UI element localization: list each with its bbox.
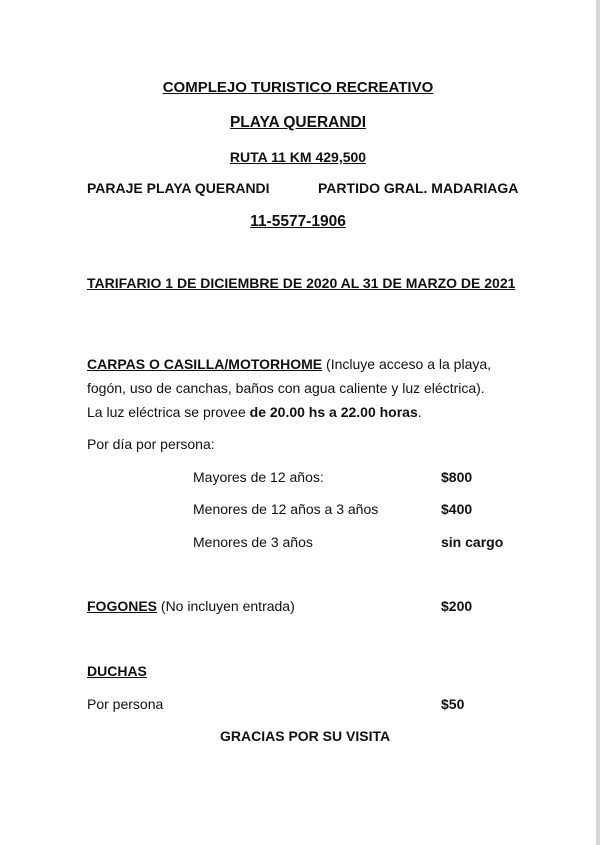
light-hours-post: . <box>417 404 422 420</box>
duchas-price: $50 <box>441 696 465 712</box>
rate-price-children: $400 <box>441 501 473 517</box>
carpas-description-line2: fogón, uso de canchas, baños con agua caliente y luz eléctrica). <box>87 380 485 396</box>
carpas-description-line3 <box>87 403 422 421</box>
rate-label-adults: Mayores de 12 años: <box>193 469 324 485</box>
per-day-label: Por día por persona: <box>87 436 215 452</box>
duchas-title: DUCHAS <box>87 663 147 679</box>
light-hours: de 20.00 hs a 22.00 horas <box>249 404 418 420</box>
fogones-title: FOGONES <box>87 598 158 614</box>
duchas-label: Por persona <box>87 696 164 712</box>
phone-number: 11-5577-1906 <box>250 213 346 230</box>
document-subtitle: PLAYA QUERANDI <box>229 114 367 131</box>
fogones-note: (No incluyen entrada) <box>157 598 295 614</box>
carpas-desc-part1: (Incluye acceso a la playa, <box>322 356 492 372</box>
carpas-title: CARPAS O CASILLA/MOTORHOME <box>87 356 323 372</box>
fogones-line <box>87 597 295 615</box>
rate-label-children: Menores de 12 años a 3 años <box>193 501 379 517</box>
light-hours-pre: La luz eléctrica se provee <box>87 404 250 420</box>
thanks-message: GRACIAS POR SU VISITA <box>220 728 391 744</box>
rate-price-infants: sin cargo <box>441 534 504 550</box>
carpas-description-line1 <box>87 355 491 373</box>
rate-label-infants: Menores de 3 años <box>193 534 313 550</box>
location-partido: PARTIDO GRAL. MADARIAGA <box>318 180 519 196</box>
document-title: COMPLEJO TURISTICO RECREATIVO <box>162 79 434 96</box>
rate-price-adults: $800 <box>441 469 473 485</box>
fogones-price: $200 <box>441 598 473 614</box>
route-address: RUTA 11 KM 429,500 <box>229 149 367 165</box>
tariff-heading: TARIFARIO 1 DE DICIEMBRE DE 2020 AL 31 DE MARZO DE 2021 <box>87 275 516 291</box>
location-paraje: PARAJE PLAYA QUERANDI <box>87 180 270 196</box>
